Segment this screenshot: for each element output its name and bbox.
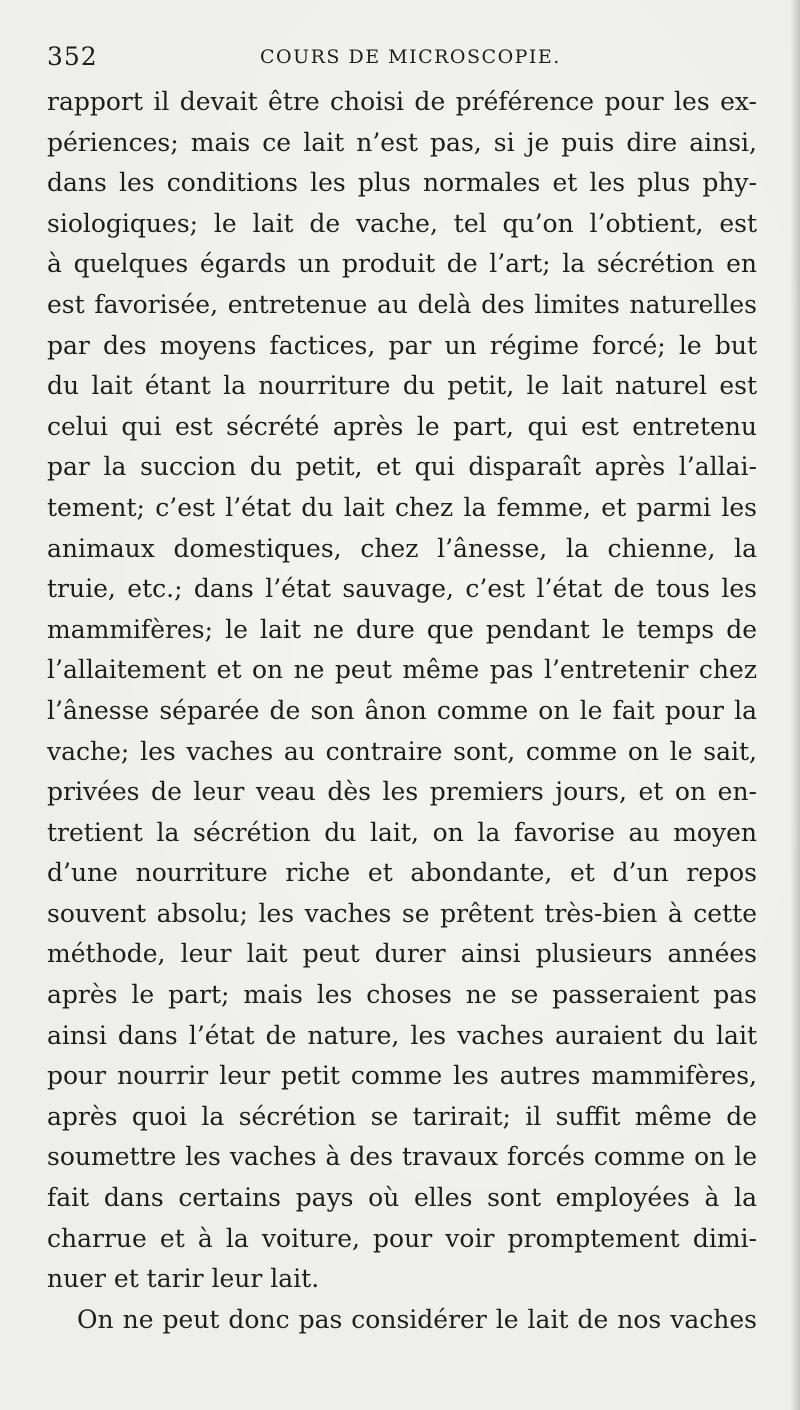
text-line: méthode, leur lait peut durer ainsi plusieurs années (47, 939, 757, 969)
text-line: à quelques égards un produit de l’art; la sécrétion en (47, 249, 757, 279)
text-line: périences; mais ce lait n’est pas, si je puis dire ainsi, (47, 127, 757, 157)
text-line: du lait étant la nourriture du petit, le lait naturel est (47, 371, 757, 401)
text-line: privées de leur veau dès les premiers jours, et on en- (47, 777, 757, 807)
text-line: charrue et à la voiture, pour voir promptement dimi- (47, 1223, 757, 1253)
text-line: après le part; mais les choses ne se passeraient pas (47, 980, 757, 1010)
text-line: fait dans certains pays où elles sont employées à la (47, 1183, 757, 1213)
text-line: par la succion du petit, et qui disparaît après l’allai- (47, 452, 757, 482)
text-line: tretient la sécrétion du lait, on la favorise au moyen (47, 817, 757, 847)
text-line: vache; les vaches au contraire sont, comme on le sait, (47, 736, 757, 766)
text-line: est favorisée, entretenue au delà des limites naturelles (47, 289, 757, 319)
text-line: soumettre les vaches à des travaux forcés comme on le (47, 1142, 757, 1172)
text-line: mammifères; le lait ne dure que pendant le temps de (47, 614, 757, 644)
text-line: truie, etc.; dans l’état sauvage, c’est l’état de tous les (47, 574, 757, 604)
text-line: On ne peut donc pas considérer le lait de nos vaches (77, 1304, 757, 1334)
text-line: nuer et tarir leur lait. (47, 1264, 320, 1294)
running-head: COURS DE MICROSCOPIE. (260, 46, 561, 68)
text-line: l’allaitement et on ne peut même pas l’entretenir chez (47, 655, 757, 685)
text-line: ainsi dans l’état de nature, les vaches auraient du lait (47, 1020, 757, 1050)
page-edge-shadow (790, 0, 800, 1410)
text-line: celui qui est sécrété après le part, qui est entretenu (47, 411, 757, 441)
text-line: par des moyens factices, par un régime forcé; le but (47, 330, 757, 360)
page-number: 352 (47, 42, 98, 71)
text-line: dans les conditions les plus normales et les plus phy- (47, 168, 757, 198)
text-line: d’une nourriture riche et abondante, et d’un repos (47, 858, 757, 888)
text-line: souvent absolu; les vaches se prêtent très-bien à cette (47, 898, 757, 928)
text-line: après quoi la sécrétion se tarirait; il suffit même de (47, 1101, 757, 1131)
text-line: siologiques; le lait de vache, tel qu’on l’obtient, est (47, 208, 757, 238)
text-line: pour nourrir leur petit comme les autres mammifères, (47, 1061, 757, 1091)
text-line: tement; c’est l’état du lait chez la femme, et parmi les (47, 492, 757, 522)
body-text (47, 82, 757, 1340)
text-line: l’ânesse séparée de son ânon comme on le fait pour la (47, 695, 757, 725)
text-line: animaux domestiques, chez l’ânesse, la chienne, la (47, 533, 757, 563)
text-line: rapport il devait être choisi de préférence pour les ex- (47, 87, 757, 116)
page-header (47, 42, 755, 78)
